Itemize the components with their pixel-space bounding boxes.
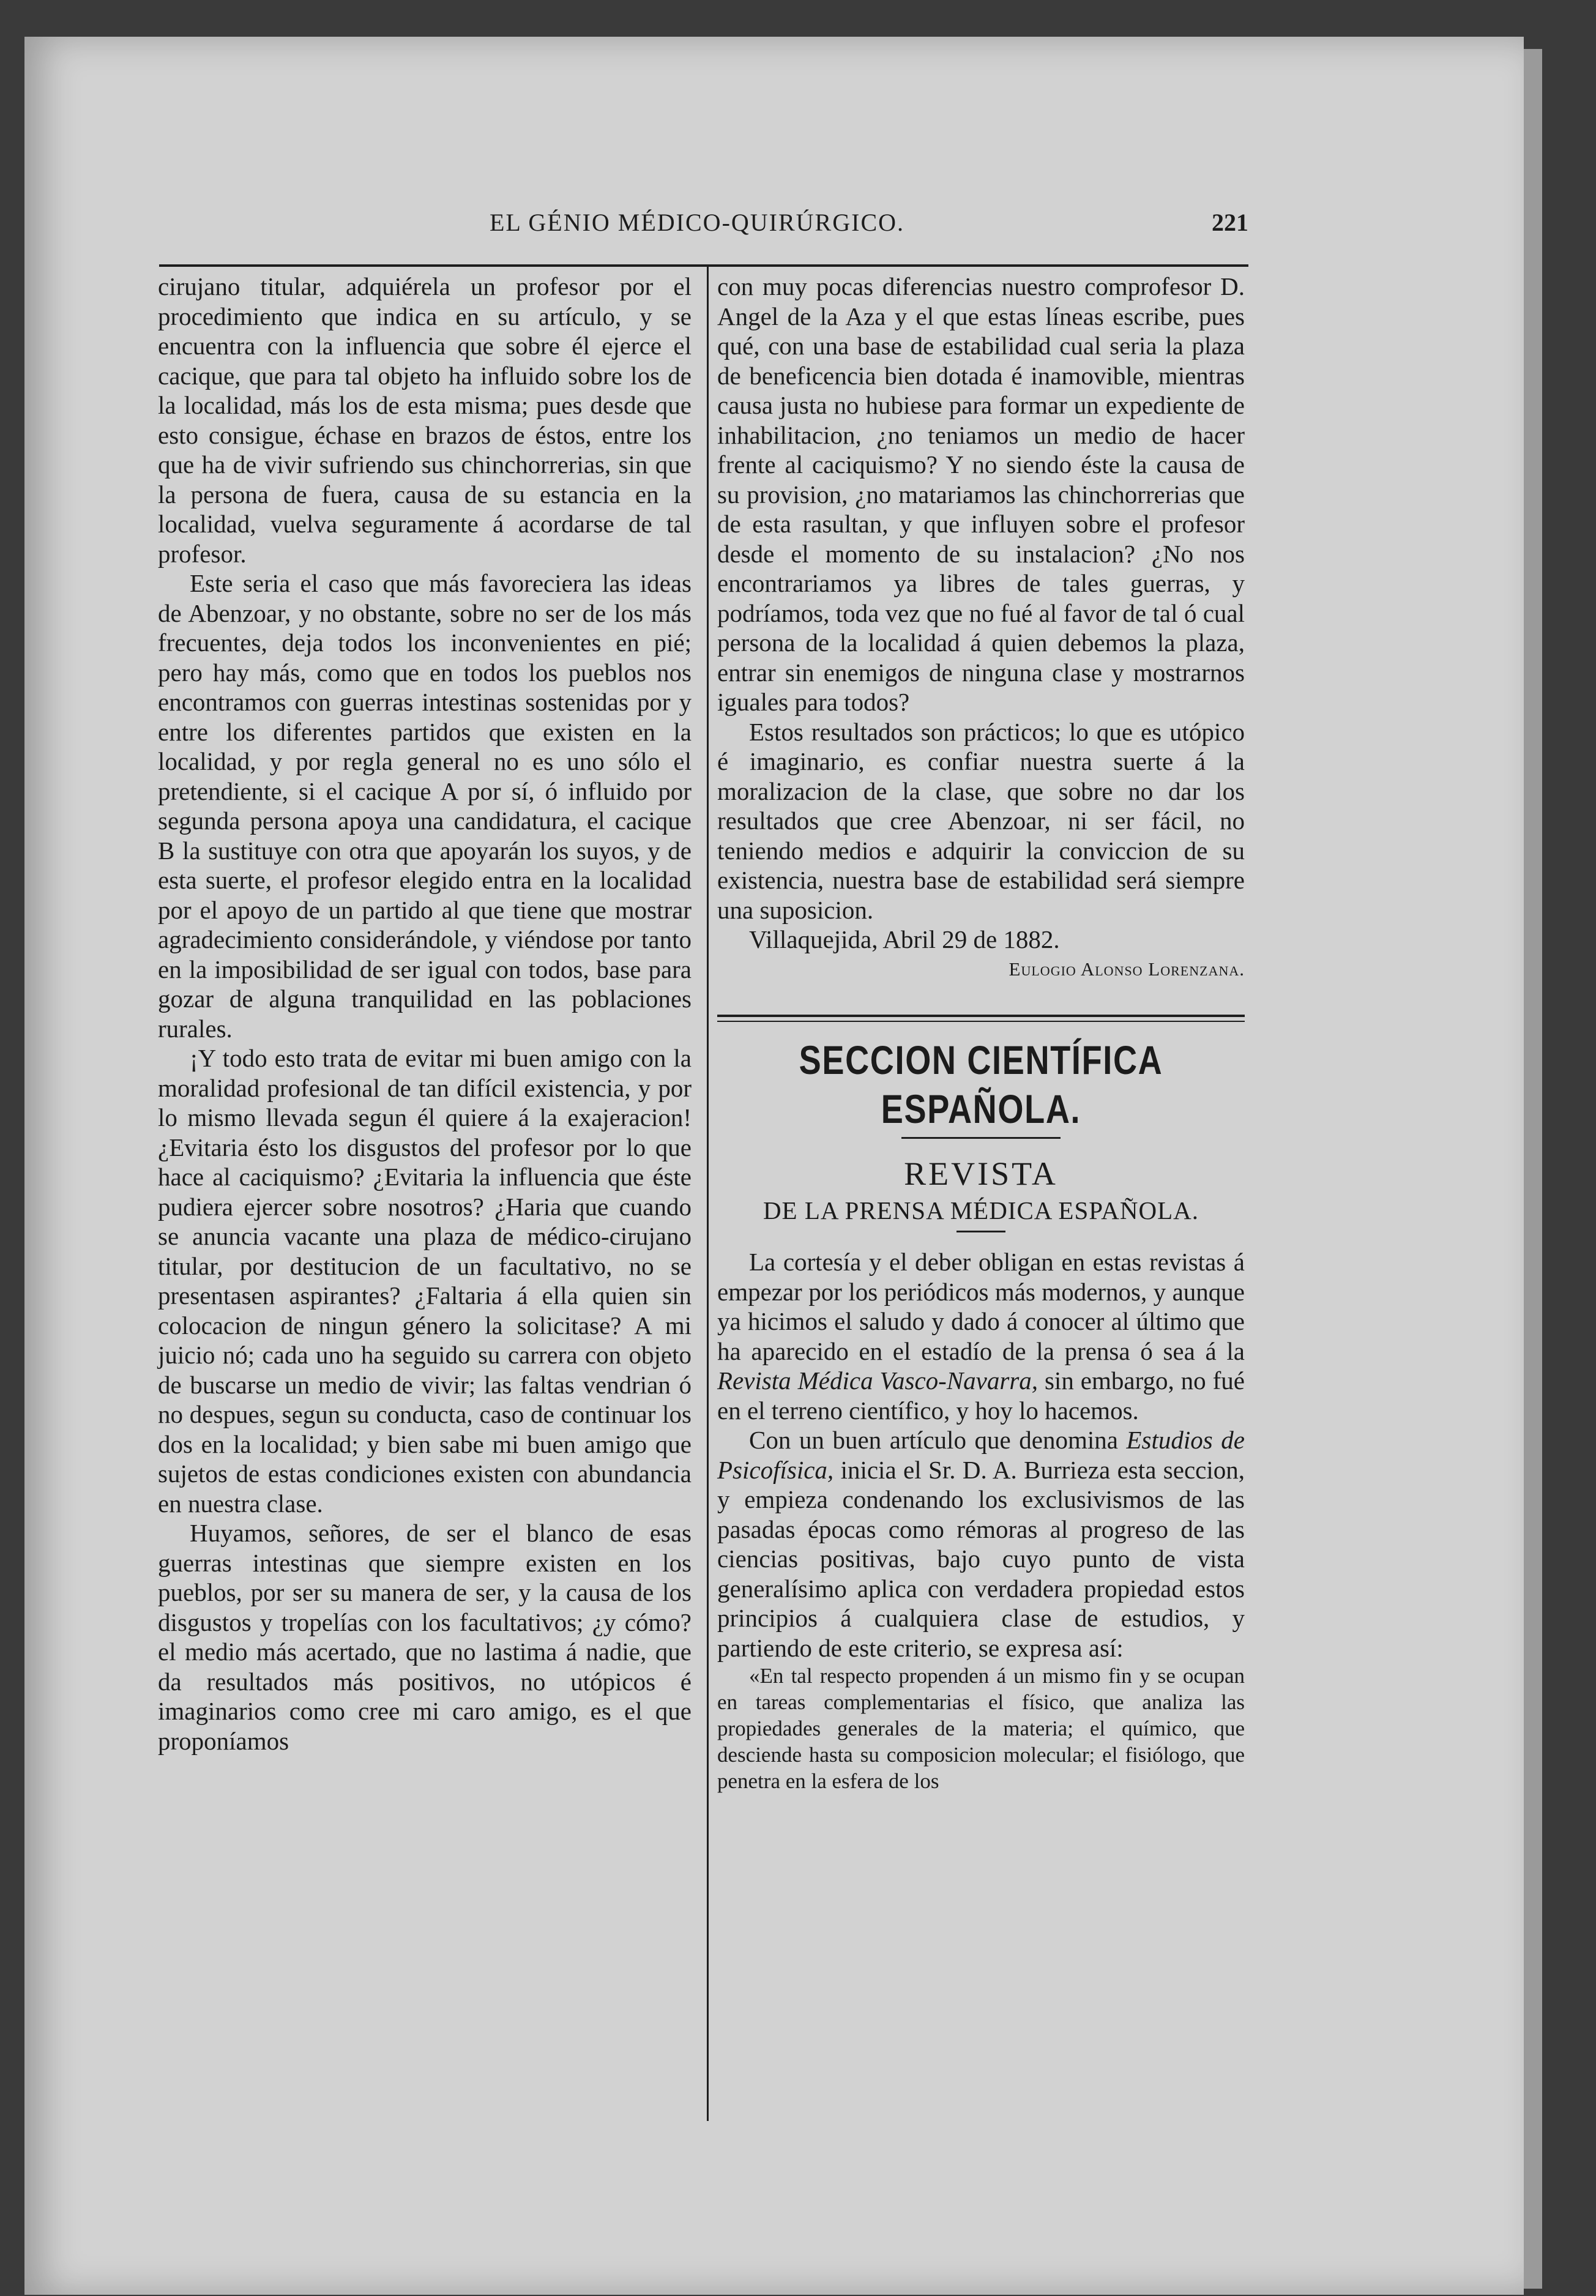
revista-p2-text-b: inicia el Sr. D. A. Burrieza esta seccion, y empieza condenando los exclusivismos de las pasadas épocas como rémoras al progreso de las ciencias positivas, bajo cuyo punto de vista generalísimo aplica con verdadera propiedad estos principios á cualquiera clase de estudios, y partiendo de este criterio, se expresa así: [717,1455,1245,1662]
revista-subtitle: DE LA PRENSA MÉDICA ESPAÑOLA. [763,1196,1199,1224]
revista-p1-text-a: La cortesía y el deber obligan en estas revistas á empezar por los periódicos más modernos, y aunque ya hicimos el saludo y dado á conocer al último que ha aparecido en el estadío de la prensa ó sea á la [717,1248,1245,1365]
right-paragraph-1: con muy pocas diferencias nuestro comprofesor D. Angel de la Aza y el que estas líneas escribe, pues qué, con una base de estabilidad cual seria la plaza de beneficencia bien dotada é inamovible, mientras causa justa no hubiese para formar un expediente de inhabilitacion, ¿no teniamos un medio de hacer frente al caciquismo? Y no siendo éste la causa de su provision, ¿no matariamos las chinchorrerias que de esta rasultan, y que influyen sobre el profesor desde el momento de su instalacion? ¿No nos encontrariamos ya libres de tales guerras, y podríamos, toda vez que no fué al favor de tal ó cual persona de la localidad á quien debemos la plaza, entrar sin enemigos de ninguna clase y mostrarnos iguales para todos? [717,272,1245,716]
subtitle-rule [956,1231,1005,1232]
left-paragraph-1: cirujano titular, adquiérela un profesor por el procedimiento que indica en su artículo, y se encuentra con la influencia que sobre él ejerce el cacique, que para tal objeto ha influido sobre los de la localidad, más los de esta misma; pues desde que esto consigue, échase en brazos de éstos, entre los que ha de vivir sufriendo sus chinchorrerias, sin que la persona de fuera, causa de su estancia en la localidad, vuelva seguramente á acordarse de tal profesor. [158,272,692,568]
revista-paragraph-2 [717,1425,1245,1663]
page-number: 221 [1212,209,1248,236]
journal-title: EL GÉNIO MÉDICO-QUIRÚRGICO. [490,209,905,236]
revista-p1-text-b: sin embargo, no fué en el terreno científico, y hoy lo hacemos. [717,1366,1245,1425]
revista-p2-text-a: Con un buen artículo que denomina [749,1426,1127,1454]
author-signature: Eulogio Alonso Lorenzana. [1009,958,1245,980]
revista-p1-journal-name: Revista Médica Vasco-Navarra, [717,1366,1039,1395]
left-paragraph-3: ¡Y todo esto trata de evitar mi buen amigo con la moralidad profesional de tan difícil existencia, y por lo mismo llevada segun él quiere á la exajeracion! ¿Evitaria ésto los disgustos del profesor por lo que hace al caciquismo? ¿Evitaria la influencia que éste pudiera ejercer sobre nosotros? ¿Haria que cuando se anuncia vacante una plaza de médico-cirujano titular, por destitucion de un facultativo, no se presentasen aspirantes? ¿Faltaria á ella quien sin colocacion de ningun género la solicitase? A mi juicio nó; cada uno ha seguido su carrera con objeto de buscarse un medio de vivir; las faltas vendrian ó no despues, segun su conducta, caso de continuar los dos en la localidad; y bien sabe mi buen amigo que sujetos de estas condiciones existen con abundancia en nuestra clase. [158,1044,692,1518]
left-paragraph-4: Huyamos, señores, de ser el blanco de esas guerras intestinas que siempre existen en los pueblos, por ser su manera de ser, y la causa de los disgustos y tropelías con los facultativos; ¿y cómo? el medio más acertado, que no lastima á nadie, que da resultados más positivos, no utópicos é imaginarios como cree mi caro amigo, es el que proponíamos [158,1519,692,1755]
section-divider [717,1015,1245,1022]
revista-paragraph-1 [717,1247,1245,1425]
dateline: Villaquejida, Abril 29 de 1882. [749,925,1060,953]
page-edge [1524,49,1542,2289]
column-rule [707,267,709,2121]
section-title-rule [901,1137,1061,1139]
left-column [158,272,692,1756]
revista-p2-article-name: Estudios de Psicofísica, [717,1426,1245,1484]
header-rule [159,264,1248,267]
left-paragraph-2: Este seria el caso que más favoreciera las ideas de Abenzoar, y no obstante, sobre no ser de los más frecuentes, deja todos los inconvenientes en pié; pero hay más, como que en todos los pueblos nos encontramos con guerras intestinas sostenidas por y entre los diferentes partidos que existen en la localidad, y por regla general no es uno sólo el pretendiente, si el cacique A por sí, ó influido por segunda persona apoya una candidatura, el cacique B la sustituye con otra que apoyarán los suyos, y de esta suerte, el profesor elegido entra en la localidad por el apoyo de un partido al que tiene que mostrar agradecimiento considerándole, y viéndose por tanto en la imposibilidad de ser igual con todos, base para gozar de alguna tranquilidad en las poblaciones rurales. [158,569,692,1043]
quoted-passage: «En tal respecto propenden á un mismo fin y se ocupan en tareas complementarias el físico, que analiza las propiedades generales de la materia; el químico, que desciende hasta su composicion molecular; el fisiólogo, que penetra en la esfera de los [717,1664,1245,1793]
section-title: SECCION CIENTÍFICA ESPAÑOLA. [799,1037,1163,1131]
right-column [717,272,1245,1794]
right-paragraph-2: Estos resultados son prácticos; lo que es utópico é imaginario, es confiar nuestra suerte á la moralizacion de la clase, que sobre no dar los resultados que cree Abenzoar, ni ser fácil, no teniendo medios e adquirir la conviccion de su existencia, nuestra base de estabilidad será siempre una suposicion. [717,717,1245,924]
running-head [159,208,1248,245]
revista-title: REVISTA [904,1155,1058,1192]
